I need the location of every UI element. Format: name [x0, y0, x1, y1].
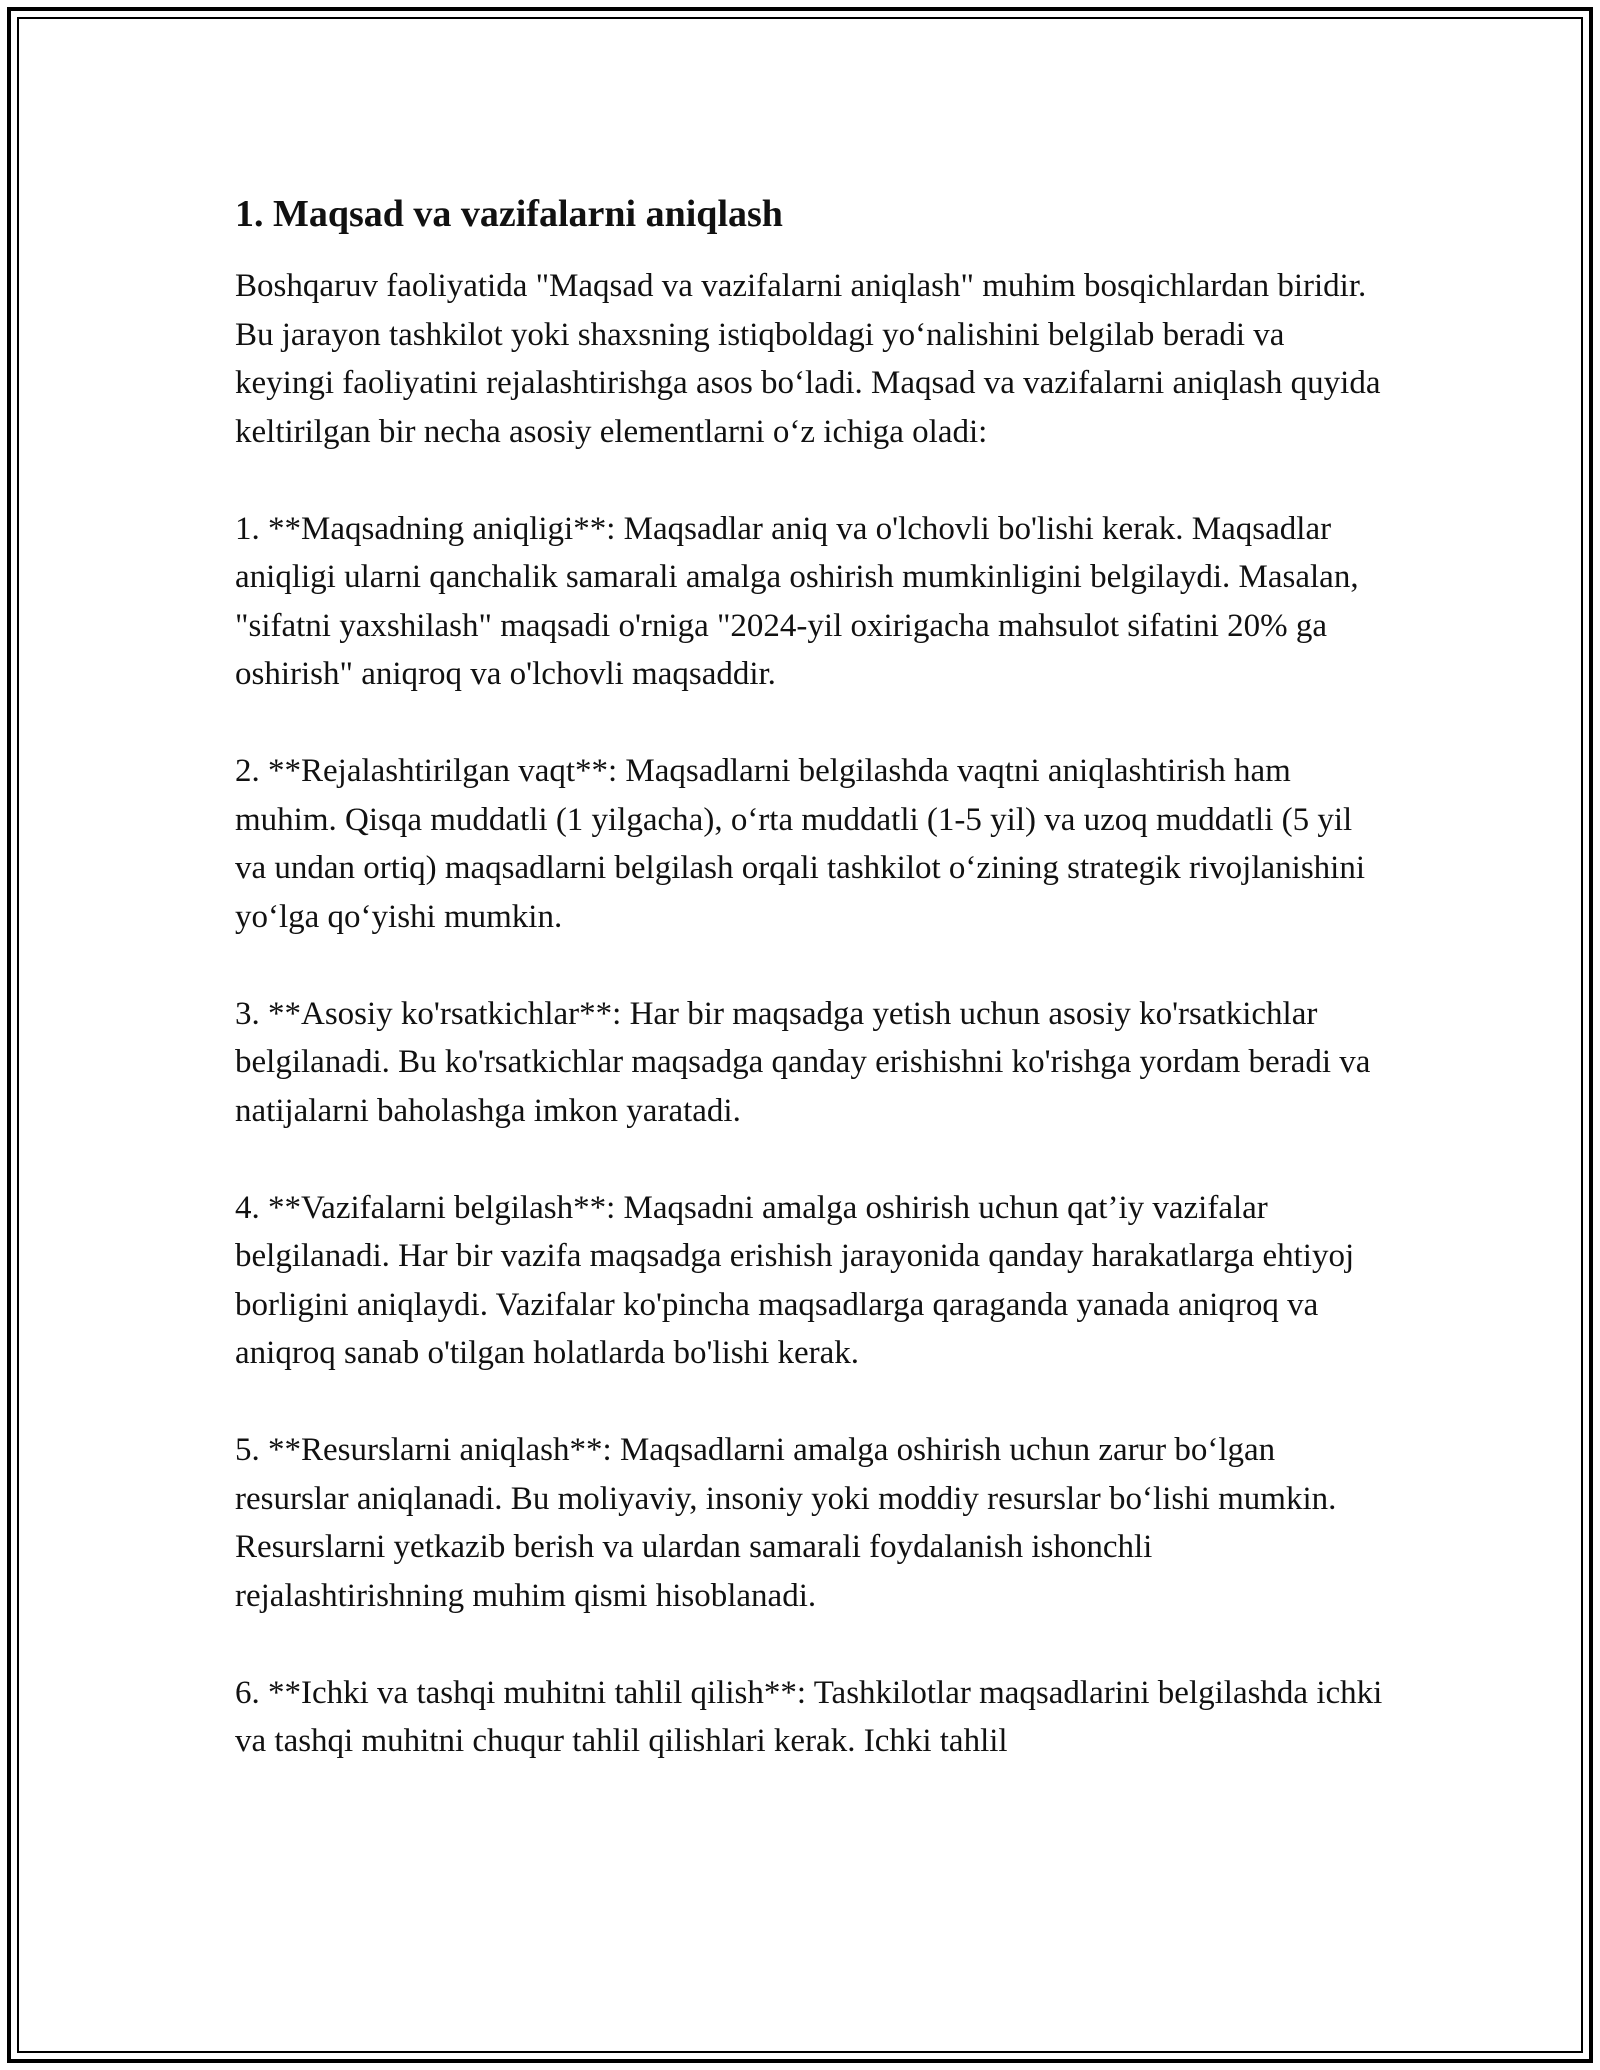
item-3-paragraph: 3. **Asosiy ko'rsatkichlar**: Har bir maqsadga yetish uchun asosiy ko'rsatkichlar belgilanadi. Bu ko'rsatkichlar maqsadga qanday erishishni ko'rishga yordam beradi va natijalarni baholashga imkon yaratadi. [235, 995, 1371, 1129]
item-4-paragraph: 4. **Vazifalarni belgilash**: Maqsadni amalga oshirish uchun qat’iy vazifalar belgilanadi. Har bir vazifa maqsadga erishish jarayonida qanday harakatlarga ehtiyoj borligini aniqlaydi. Vazifalar ko'pincha maqsadlarga qaraganda yanada aniqroq va aniqroq sanab o'tilgan holatlarda bo'lishi kerak. [235, 1189, 1355, 1371]
document-body [235, 188, 1385, 1814]
item-2-paragraph: 2. **Rejalashtirilgan vaqt**: Maqsadlarni belgilashda vaqtni aniqlashtirish ham muhim. Qisqa muddatli (1 yilgacha), o‘rta muddatli (1-5 yil) va uzoq muddatli (5 yil va undan ortiq) maqsadlarni belgilash orqali tashkilot o‘zining strategik rivojlanishini yo‘lga qo‘yishi mumkin. [235, 753, 1366, 935]
item-1-paragraph: 1. **Maqsadning aniqligi**: Maqsadlar aniq va o'lchovli bo'lishi kerak. Maqsadlar aniqligi ularni qanchalik samarali amalga oshirish mumkinligini belgilaydi. Masalan, "sifatni yaxshilash" maqsadi o'rniga "2024-yil oxirigacha mahsulot sifatini 20% ga oshirish" aniqroq va o'lchovli maqsaddir. [235, 510, 1359, 692]
item-6-paragraph: 6. **Ichki va tashqi muhitni tahlil qilish**: Tashkilotlar maqsadlarini belgilashda ichki va tashqi muhitni chuqur tahlil qilishlari kerak. Ichki tahlil [235, 1674, 1383, 1759]
intro-paragraph: Boshqaruv faoliyatida "Maqsad va vazifalarni aniqlash" muhim bosqichlardan biridir. Bu jarayon tashkilot yoki shaxsning istiqboldagi yo‘nalishini belgilab beradi va keyingi faoliyatini rejalashtirishga asos bo‘ladi. Maqsad va vazifalarni aniqlash quyida keltirilgan bir necha asosiy elementlarni o‘z ichiga oladi: [235, 268, 1381, 450]
item-5-paragraph: 5. **Resurslarni aniqlash**: Maqsadlarni amalga oshirish uchun zarur bo‘lgan resurslar aniqlanadi. Bu moliyaviy, insoniy yoki moddiy resurslar bo‘lishi mumkin. Resurslarni yetkazib berish va ulardan samarali foydalanish ishonchli rejalashtirishning muhim qismi hisoblanadi. [235, 1432, 1337, 1614]
section-heading: 1. Maqsad va vazifalarni aniqlash [235, 193, 783, 235]
